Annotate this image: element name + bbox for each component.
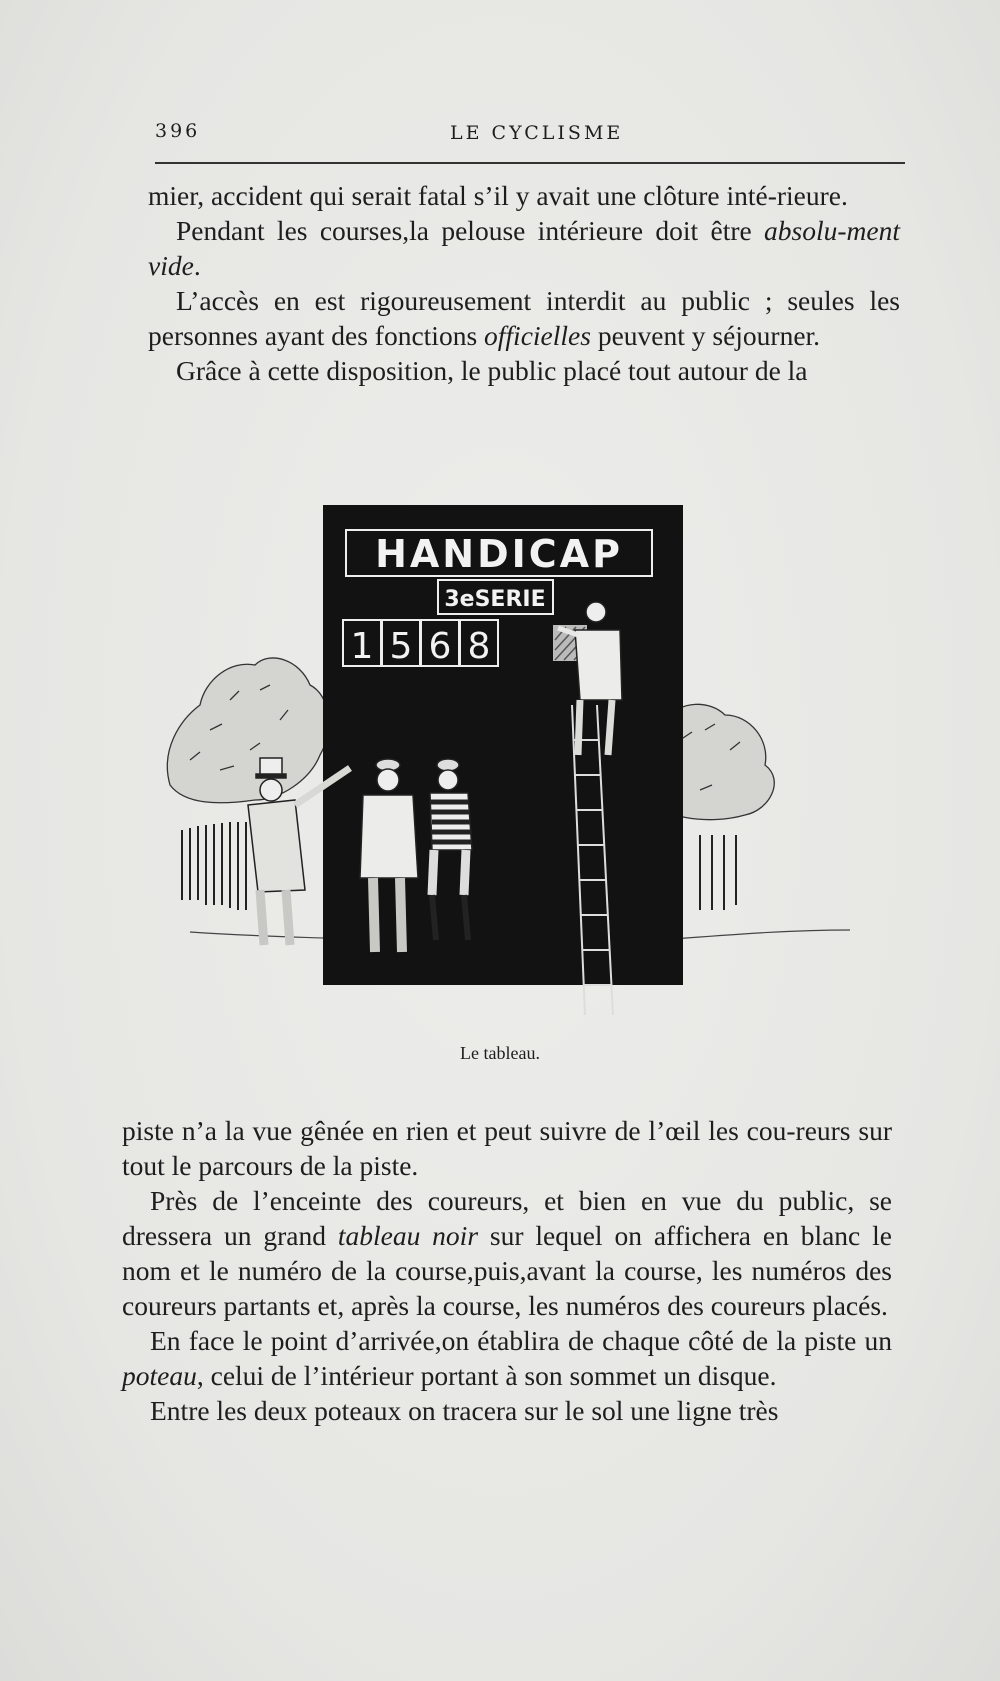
board-number: 1 bbox=[350, 626, 374, 667]
paragraph: Près de l’enceinte des coureurs, et bien en vue du public, se dressera un grand tableau noir sur lequel on affichera en blanc le nom et le numéro de la course,puis,avant la course, les numéros des coureurs partants et, après la course, les numéros des coureurs placés. bbox=[122, 1185, 892, 1321]
figure-caption: Le tableau. bbox=[460, 1043, 540, 1063]
paragraph: Grâce à cette disposition, le public placé tout autour de la bbox=[176, 355, 808, 386]
paragraph: piste n’a la vue gênée en rien et peut suivre de l’œil les cou-reurs sur tout le parcours de la piste. bbox=[122, 1115, 892, 1181]
board-title: HANDICAP bbox=[375, 532, 623, 576]
paragraph: En face le point d’arrivée,on établira de chaque côté de la piste un poteau, celui de l’intérieur portant à son sommet un disque. bbox=[122, 1325, 892, 1391]
paragraph: Entre les deux poteaux on tracera sur le sol une ligne très bbox=[150, 1395, 779, 1426]
board-number: 8 bbox=[467, 626, 491, 667]
left-fence bbox=[182, 822, 246, 910]
board-number: 5 bbox=[389, 626, 413, 667]
running-title: LE CYCLISME bbox=[450, 122, 624, 144]
paragraph: Pendant les courses,la pelouse intérieure doit être absolu-ment vide. bbox=[148, 215, 900, 281]
text-block-top bbox=[148, 178, 900, 388]
header-rule bbox=[155, 162, 905, 164]
board-series: 3eSERIE bbox=[444, 587, 546, 612]
illustration-scoreboard bbox=[160, 500, 860, 1040]
left-tree bbox=[167, 658, 328, 803]
paragraph: mier, accident qui serait fatal s’il y avait une clôture inté-rieure. bbox=[148, 180, 848, 211]
board-number: 6 bbox=[428, 626, 452, 667]
running-header bbox=[155, 120, 905, 150]
paragraph: L’accès en est rigoureusement interdit au public ; seules les personnes ayant des fonctions officielles peuvent y séjourner. bbox=[148, 285, 900, 351]
text-block-bottom bbox=[122, 1113, 892, 1428]
page-number: 396 bbox=[155, 120, 201, 142]
